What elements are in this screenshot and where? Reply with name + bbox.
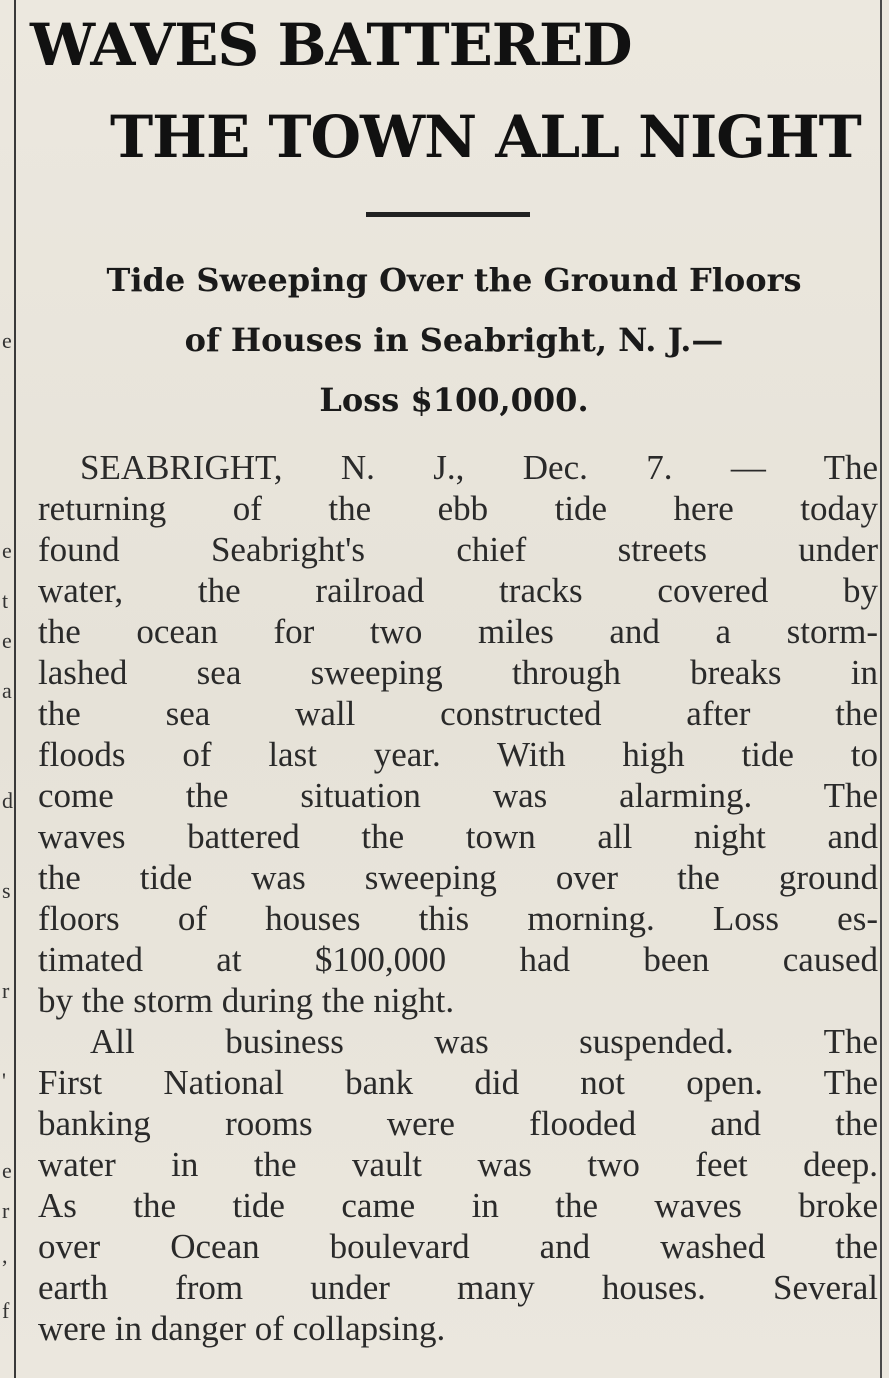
article-line: over Ocean boulevard and washed the	[38, 1227, 878, 1266]
article-line: earth from under many houses. Several	[38, 1268, 878, 1307]
adjacent-column-fragments	[0, 0, 14, 1378]
margin-fragment: e	[2, 328, 12, 353]
article-line: the sea wall constructed after the	[38, 694, 878, 733]
deck-line: of Houses in Seabright, N. J.—	[184, 321, 724, 359]
article-line: First National bank did not open. The	[38, 1063, 878, 1102]
margin-fragment: r	[2, 978, 10, 1003]
article-line: SEABRIGHT, N. J., Dec. 7. — The	[80, 448, 878, 487]
margin-fragment: ,	[2, 1243, 8, 1268]
deck-line: Loss $100,000.	[319, 381, 589, 419]
article-line: banking rooms were flooded and the	[38, 1104, 878, 1143]
article-line: by the storm during the night.	[38, 981, 455, 1020]
right-column-rule	[880, 0, 882, 1378]
article-line: found Seabright's chief streets under	[38, 530, 878, 569]
margin-fragment: e	[2, 1158, 12, 1183]
margin-fragment: f	[2, 1298, 10, 1323]
margin-fragment: d	[2, 788, 13, 813]
article-line: water, the railroad tracks covered by	[38, 571, 878, 610]
left-column-rule	[14, 0, 16, 1378]
article-body	[38, 447, 878, 1349]
deck-line: Tide Sweeping Over the Ground Floors	[106, 261, 802, 299]
margin-fragment: r	[2, 1198, 10, 1223]
article-line: the tide was sweeping over the ground	[38, 858, 878, 897]
article-line: returning of the ebb tide here today	[38, 489, 878, 528]
article-line: come the situation was alarming. The	[38, 776, 878, 815]
article-line: floors of houses this morning. Loss es-	[38, 899, 878, 938]
article-line: were in danger of collapsing.	[38, 1309, 446, 1348]
article-line: water in the vault was two feet deep.	[38, 1145, 878, 1184]
margin-fragment: '	[2, 1068, 6, 1093]
margin-fragment: t	[2, 588, 9, 613]
article-line: timated at $100,000 had been caused	[38, 940, 878, 979]
headline-divider	[366, 212, 530, 217]
subheadline-deck	[24, 250, 884, 430]
headline-line-1: WAVES BATTERED	[30, 11, 632, 79]
article-line: As the tide came in the waves broke	[38, 1186, 878, 1225]
article-line: All business was suspended. The	[90, 1022, 878, 1061]
margin-fragment: s	[2, 878, 11, 903]
margin-fragment: a	[2, 678, 12, 703]
margin-fragment: e	[2, 538, 12, 563]
article-line: the ocean for two miles and a storm-	[38, 612, 878, 651]
article-line: floods of last year. With high tide to	[38, 735, 878, 774]
headline-line-2: THE TOWN ALL NIGHT	[110, 103, 861, 171]
article-line: lashed sea sweeping through breaks in	[38, 653, 878, 692]
article-line: waves battered the town all night and	[38, 817, 878, 856]
margin-fragment: e	[2, 628, 12, 653]
